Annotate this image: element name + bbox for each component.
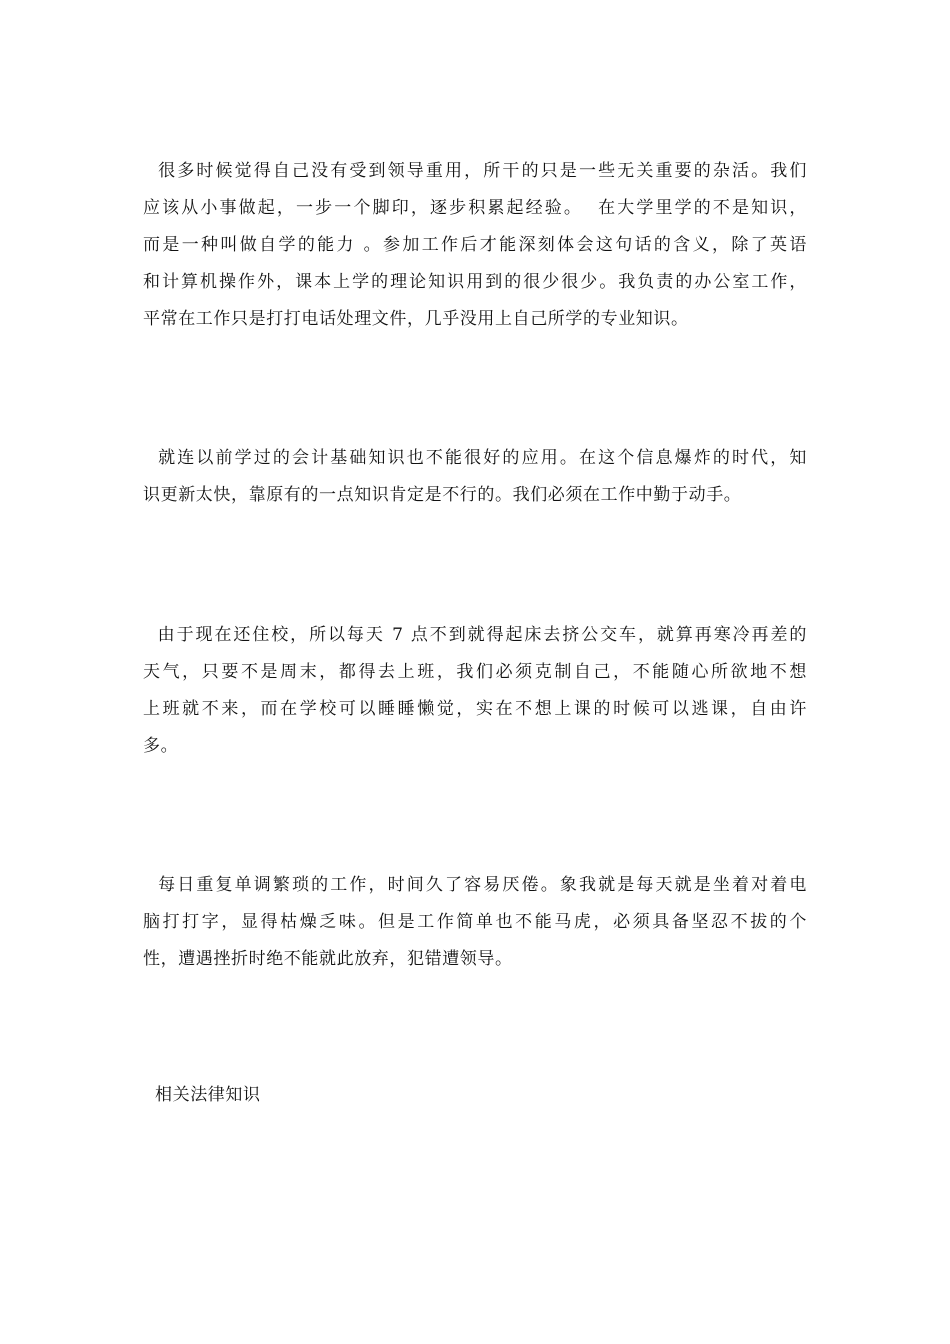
section-heading-text: 相关法律知识 (143, 1085, 261, 1105)
paragraph-line: 脑打打字，显得枯燥乏味。但是工作简单也不能马虎，必须具备坚忍不拔的个 (143, 912, 807, 932)
paragraph-line: 应该从小事做起，一步一个脚印，逐步积累起经验。 在大学里学的不是知识， (143, 198, 807, 218)
paragraph-line: 性，遭遇挫折时绝不能就此放弃，犯错遭领导。 (143, 949, 513, 969)
paragraph-line: 和计算机操作外，课本上学的理论知识用到的很少很少。我负责的办公室工作， (143, 272, 807, 292)
paragraph-line: 很多时候觉得自己没有受到领导重用，所干的只是一些无关重要的杂活。我们 (143, 161, 807, 181)
paragraph-2 (143, 440, 807, 514)
paragraph-line: 而是一种叫做自学的能力 。参加工作后才能深刻体会这句话的含义，除了英语 (143, 235, 807, 255)
paragraph-line: 天气，只要不是周末，都得去上班，我们必须克制自己，不能随心所欲地不想 (143, 662, 807, 682)
paragraph-1 (143, 153, 807, 338)
paragraph-line: 识更新太快，靠原有的一点知识肯定是不行的。我们必须在工作中勤于动手。 (143, 485, 742, 505)
paragraph-line: 上班就不来，而在学校可以睡睡懒觉，实在不想上课的时候可以逃课，自由许 (143, 699, 807, 719)
section-heading (143, 1077, 807, 1114)
paragraph-3 (143, 617, 807, 765)
paragraph-line: 就连以前学过的会计基础知识也不能很好的应用。在这个信息爆炸的时代，知 (143, 448, 807, 468)
paragraph-line: 平常在工作只是打打电话处理文件，几乎没用上自己所学的专业知识。 (143, 309, 689, 329)
paragraph-4 (143, 867, 807, 978)
paragraph-line: 多。 (143, 736, 179, 756)
paragraph-line: 由于现在还住校，所以每天 7 点不到就得起床去挤公交车，就算再寒冷再差的 (143, 625, 807, 645)
paragraph-line: 每日重复单调繁琐的工作，时间久了容易厌倦。象我就是每天就是坐着对着电 (143, 875, 807, 895)
